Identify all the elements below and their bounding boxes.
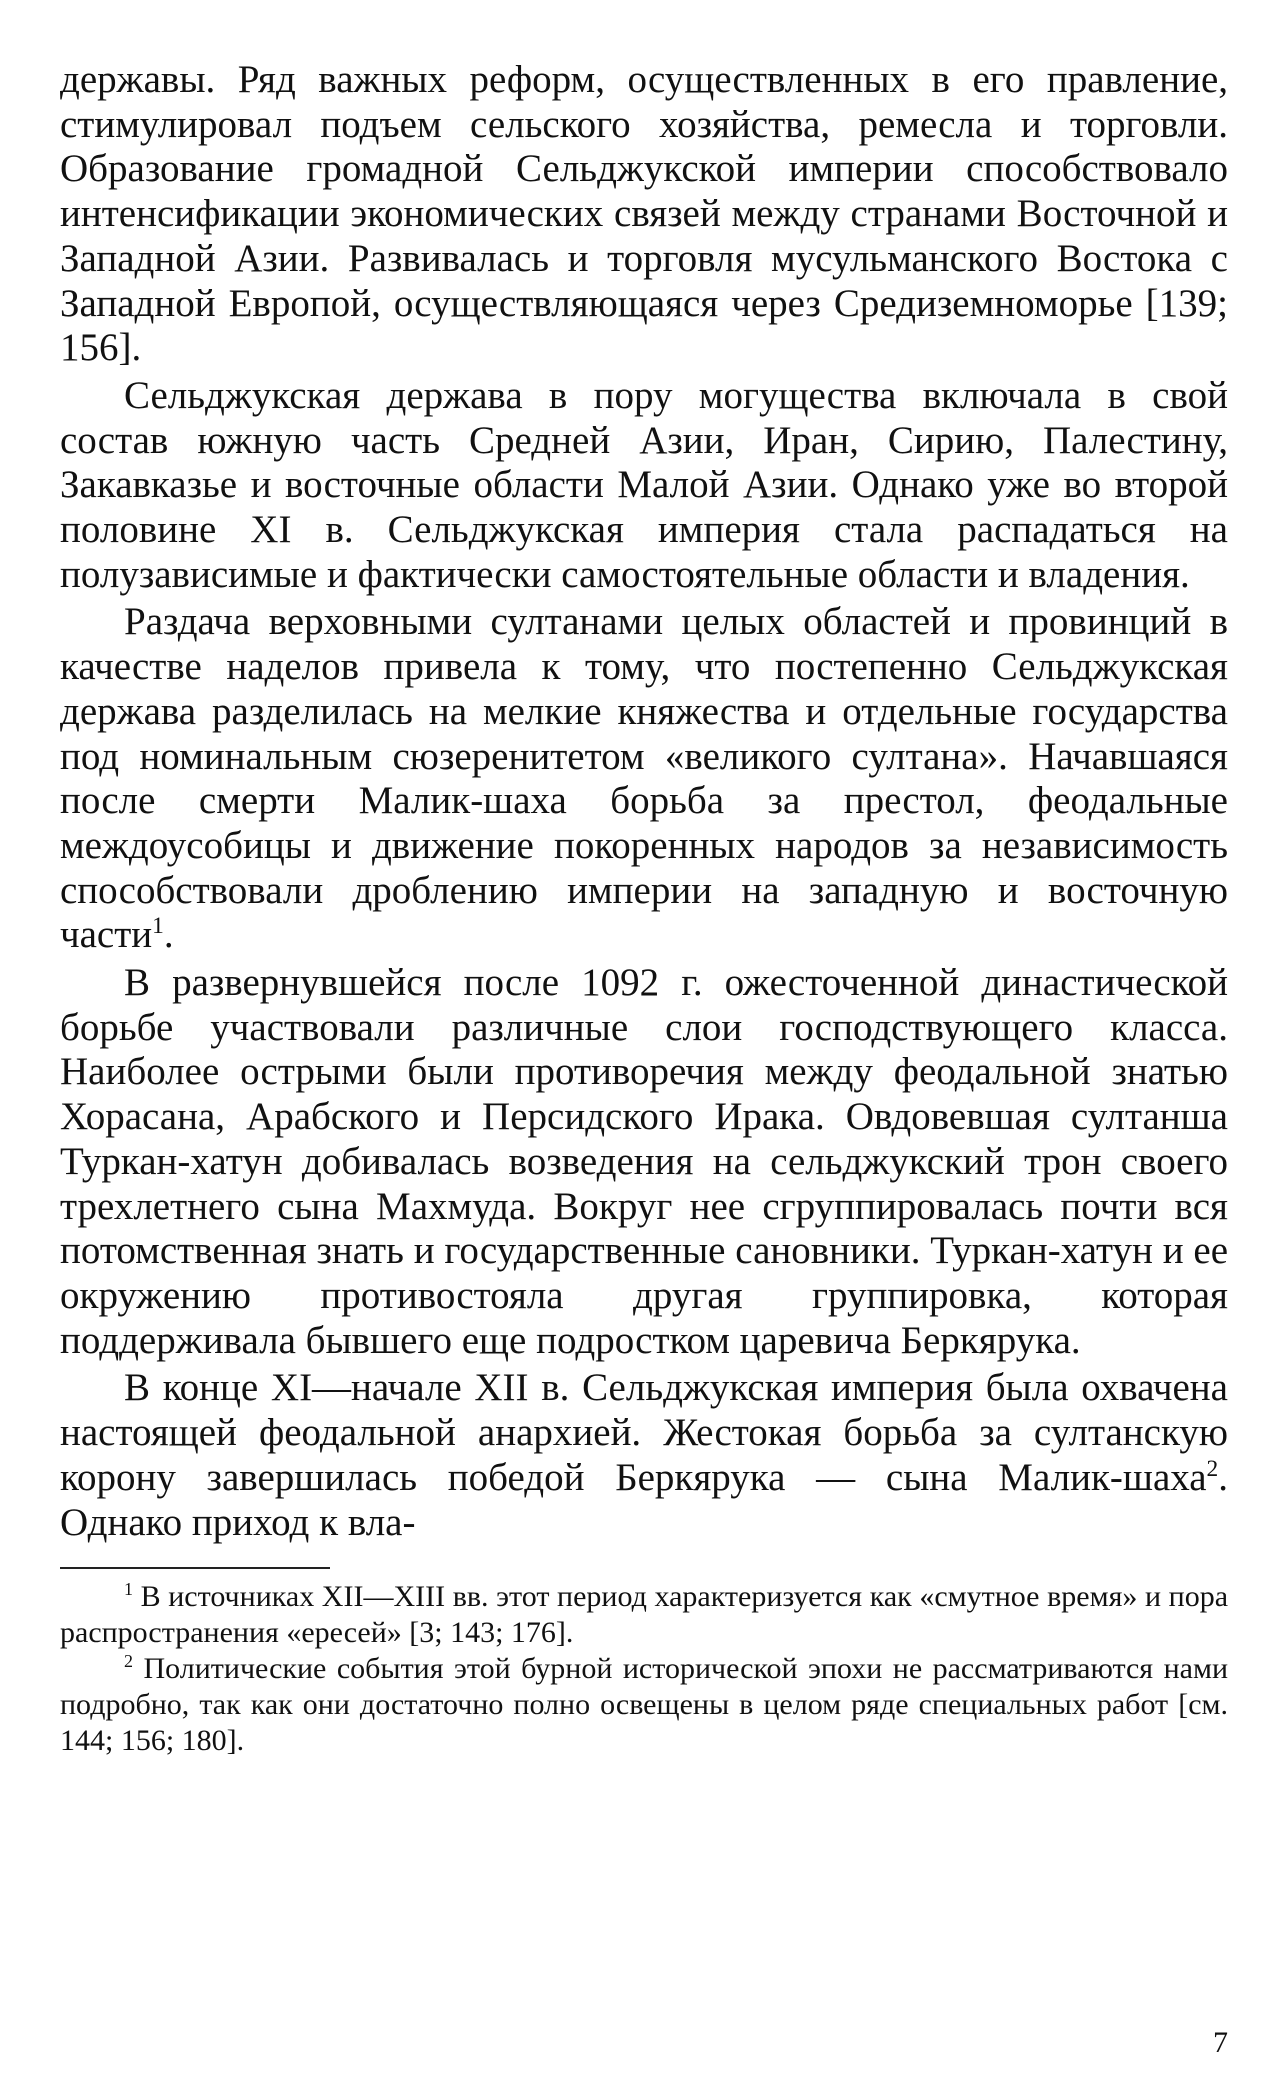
- footnote-ref-1: 1: [152, 913, 164, 940]
- paragraph-2: Сельджукская держава в пору могущества включала в свой состав южную часть Средней Азии, Иран, Сирию, Палестину, Закавказье и восточные области Малой Азии. Однако уже во второй половине XI в. Сельджукская империя стала распадаться на полузависимые и фактически самостоятельные области и владения.: [60, 373, 1228, 596]
- footnote-divider: [60, 1567, 330, 1569]
- footnote-ref-2: 2: [1206, 1455, 1219, 1482]
- page-number: 7: [1213, 2026, 1228, 2059]
- footnote-1: $^1$ В источниках XII—XIII вв. этот период характеризуется как «смутное время» и пора распространения «ересей» [3; 143; 176].: [60, 1579, 1229, 1650]
- page-body: [60, 58, 1228, 1759]
- paragraph-1: державы. Ряд важных реформ, осуществленных в его правление, стимулировал подъем сельского хозяйства, ремесла и торговли. Образование громадной Сельджукской империи способствовало интенсификации экономических связей между странами Восточной и Западной Азии. Развивалась и торговля мусульманского Востока с Западной Европой, осуществляющаяся через Средиземноморье [139; 156].: [60, 58, 1228, 370]
- paragraph-4: В развернувшейся после 1092 г. ожесточенной династической борьбе участвовали различные слои господствующего класса. Наиболее острыми были противоречия между феодальной знатью Хорасана, Арабского и Персидского Ирака. Овдовевшая султанша Туркан-хатун добивалась возведения на сельджукский трон своего трехлетнего сына Махмуда. Вокруг нее сгруппировалась почти вся потомственная знать и государственные сановники. Туркан-хатун и ее окружению противостояла другая группировка, которая поддерживала бывшего еще подростком царевича Беркярука.: [60, 961, 1228, 1362]
- footnote-2: $^2$ Политические события этой бурной исторической эпохи не рассматриваются нами подробно, так как они достаточно полно освещены в целом ряде специальных работ [см. 144; 156; 180].: [60, 1651, 1228, 1758]
- paragraph-3: Раздача верховными султанами целых областей и провинций в качестве наделов привела к тому, что постепенно Сельджукская держава разделилась на мелкие княжества и отдельные государства под номинальным сюзеренитетом «великого султана». Начавшаяся после смерти Малик-шаха борьба за престол, феодальные междоусобицы и движение покоренных народов за независимость способствовали дроблению империи на западную и восточную части$^1$.: [60, 600, 1228, 957]
- paragraph-5: В конце XI—начале XII в. Сельджукская империя была охвачена настоящей феодальной анархией. Жестокая борьба за султанскую корону завершилась победой Беркярука — сына Малик-шаха$^2$. Однако приход к вла-: [60, 1366, 1228, 1544]
